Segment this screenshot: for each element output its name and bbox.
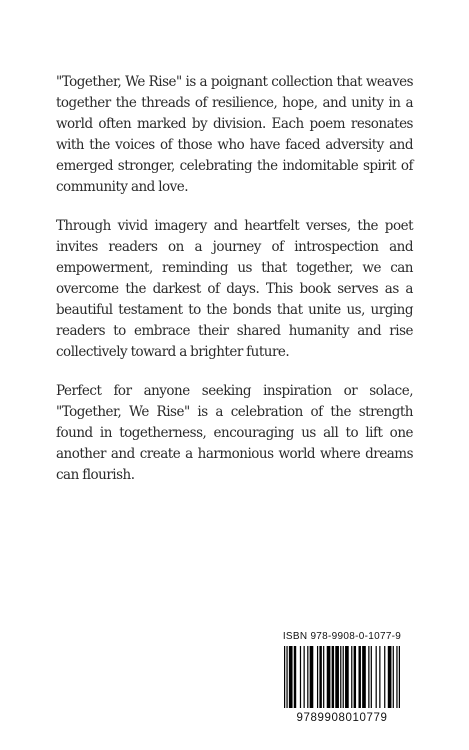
isbn-digits: 9789908010779 (296, 712, 388, 724)
barcode-bar-13 (335, 646, 339, 708)
barcode-bar-9 (319, 646, 321, 708)
barcode-bar-26 (388, 646, 392, 708)
barcode-bar-23 (376, 646, 377, 708)
barcode-bar-12 (332, 646, 334, 708)
barcode-bar-28 (396, 646, 397, 708)
barcode-bars (284, 646, 400, 708)
barcode-bar-3 (294, 646, 296, 708)
barcode-bar-25 (384, 646, 385, 708)
barcode-bar-15 (343, 646, 344, 708)
barcode-bar-11 (327, 646, 331, 708)
barcode-bar-17 (351, 646, 352, 708)
barcode-bar-5 (304, 646, 305, 708)
blurb-paragraph-2: Through vivid imagery and heartfelt verses, the poet invites readers on a journey of introspection and empowerment, reminding us that together, we can overcome the darkest of days. This book serves as a beautiful testament to the bonds that unite us, urging readers to embrace their shared humanity and rise collectively toward a brighter future. (56, 218, 413, 360)
barcode-bar-10 (323, 646, 324, 708)
barcode-bar-0 (284, 646, 285, 708)
barcode-bar-6 (307, 646, 308, 708)
barcode-bar-14 (340, 646, 341, 708)
barcode-bar-27 (393, 646, 394, 708)
barcode-bar-7 (310, 646, 314, 708)
barcode-bar-20 (362, 646, 366, 708)
barcode-bar-1 (286, 646, 287, 708)
barcode-bar-22 (371, 646, 372, 708)
barcode-bar-21 (368, 646, 369, 708)
barcode-bar-29 (399, 646, 400, 708)
back-cover-blurb (56, 72, 413, 504)
blurb-paragraph-1: "Together, We Rise" is a poignant collection that weaves together the threads of resilience, hope, and unity in a world often marked by division. Each poem resonates with the voices of those who have faced adversity and emerged stronger, celebrating the indomitable spirit of community and love. (56, 74, 413, 195)
barcode-bar-18 (354, 646, 356, 708)
blurb-paragraph-3: Perfect for anyone seeking inspiration or solace, "Together, We Rise" is a celebration of the strength found in togetherness, encouraging us all to lift one another and create a harmonious world where dreams can flourish. (56, 383, 413, 483)
barcode-bar-24 (379, 646, 380, 708)
barcode-bar-4 (300, 646, 301, 708)
barcode-bar-19 (358, 646, 360, 708)
barcode-bar-2 (289, 646, 293, 708)
barcode-bar-16 (345, 646, 349, 708)
isbn-barcode (280, 629, 404, 732)
isbn-label: ISBN 978-9908-0-1077-9 (282, 631, 402, 642)
barcode-bar-8 (317, 646, 318, 708)
